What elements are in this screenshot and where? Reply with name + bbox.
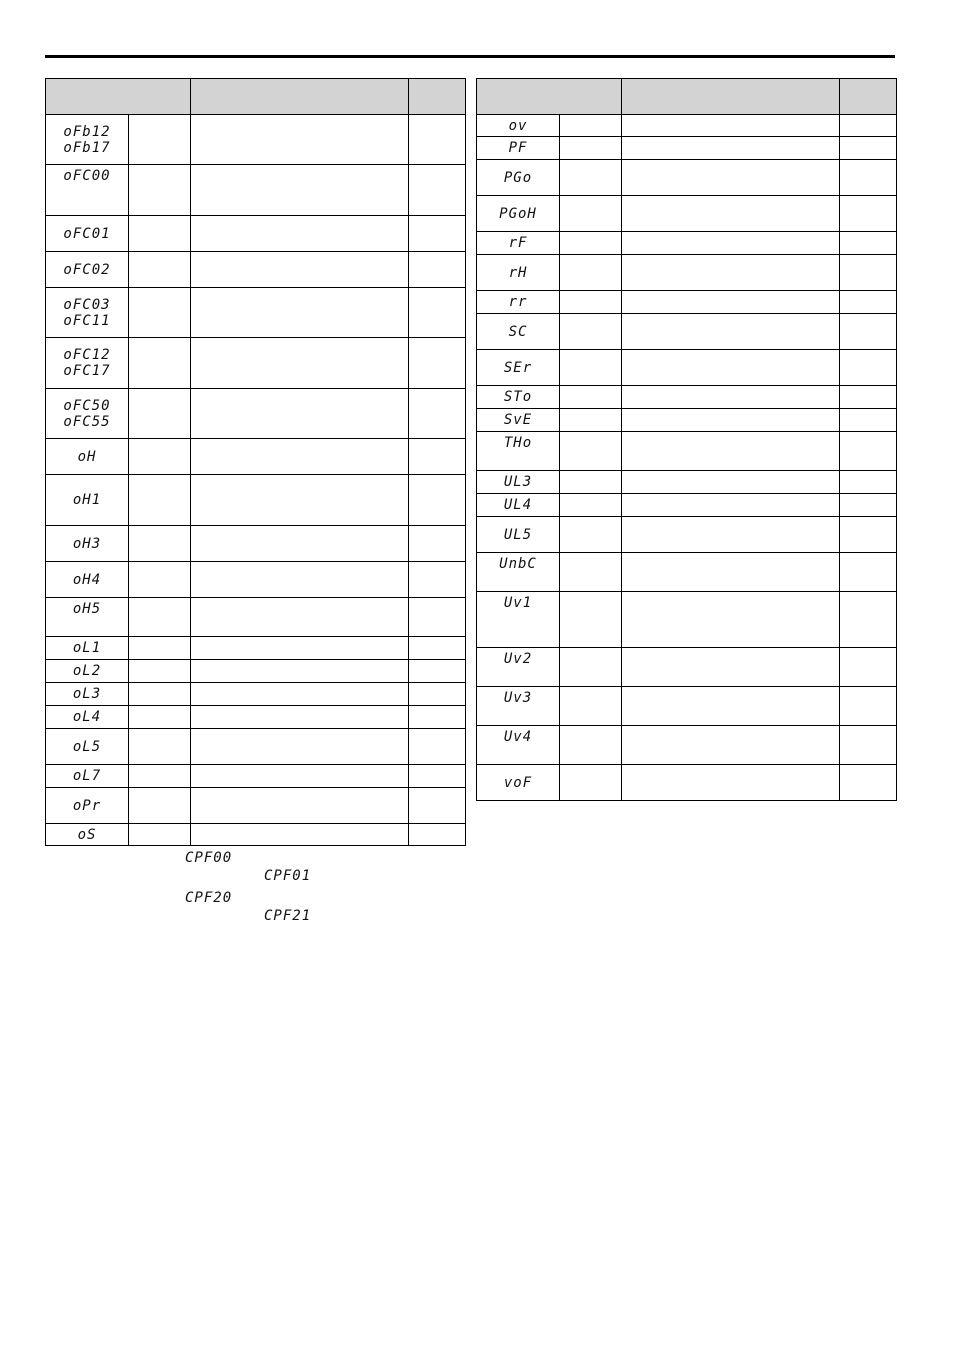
name-cell — [560, 255, 622, 291]
fault-code: Uv1 — [503, 595, 533, 611]
page-cell — [409, 439, 466, 475]
name-cell — [560, 592, 622, 648]
fault-code-cell — [46, 252, 129, 288]
page-cell — [840, 432, 897, 471]
page-cell — [840, 386, 897, 409]
fault-code: oFb12 — [63, 123, 111, 140]
fault-code-cell — [477, 432, 560, 471]
fault-code-cell — [477, 291, 560, 314]
fault-code: oFC01 — [63, 225, 111, 242]
description-cell — [191, 475, 409, 526]
name-cell — [129, 562, 191, 598]
fault-code: UL5 — [503, 526, 533, 543]
table-row — [477, 232, 897, 255]
page-cell — [409, 729, 466, 765]
table-row — [477, 553, 897, 592]
name-cell — [129, 660, 191, 683]
description-cell — [622, 765, 840, 801]
page-cell — [409, 288, 466, 338]
fault-code: oFC11 — [63, 312, 111, 329]
fault-code-cell — [477, 196, 560, 232]
fault-code: oFC00 — [63, 168, 111, 184]
fault-code: oL7 — [72, 768, 102, 784]
fault-code-cell — [477, 350, 560, 386]
table-row — [477, 687, 897, 726]
fault-table-right — [476, 78, 897, 801]
table-row — [477, 115, 897, 137]
fault-code-cell — [46, 165, 129, 216]
name-cell — [560, 291, 622, 314]
table-row — [477, 765, 897, 801]
fault-code-cell — [477, 115, 560, 137]
table-row — [46, 526, 466, 562]
table-row — [477, 386, 897, 409]
table-row — [46, 788, 466, 824]
fault-code-cell — [477, 687, 560, 726]
page-cell — [840, 409, 897, 432]
name-cell — [129, 216, 191, 252]
page-cell — [409, 165, 466, 216]
table-row — [46, 706, 466, 729]
fault-code-cell — [46, 824, 129, 846]
description-cell — [191, 526, 409, 562]
name-cell — [129, 683, 191, 706]
name-cell — [560, 471, 622, 494]
footnote-code: CPF01 — [264, 868, 312, 884]
page-cell — [840, 160, 897, 196]
fault-code-cell — [477, 648, 560, 687]
page-cell — [409, 115, 466, 165]
table-row — [477, 517, 897, 553]
page-cell — [840, 255, 897, 291]
fault-code-cell — [46, 475, 129, 526]
page-cell — [840, 314, 897, 350]
page-cell — [409, 683, 466, 706]
description-cell — [622, 517, 840, 553]
fault-code: oL5 — [72, 738, 102, 755]
page-cell — [840, 291, 897, 314]
header-cell-name — [191, 79, 409, 115]
footnote-code: CPF00 — [185, 850, 233, 866]
page-cell — [409, 389, 466, 439]
description-cell — [622, 648, 840, 687]
name-cell — [560, 726, 622, 765]
name-cell — [129, 252, 191, 288]
name-cell — [129, 526, 191, 562]
page-cell — [840, 350, 897, 386]
description-cell — [622, 409, 840, 432]
fault-code-cell — [46, 439, 129, 475]
fault-code: oH1 — [72, 492, 102, 508]
name-cell — [129, 338, 191, 389]
fault-code: oH5 — [72, 601, 102, 617]
page-cell — [840, 115, 897, 137]
fault-code: oFC50 — [63, 397, 111, 414]
table-row — [477, 409, 897, 432]
page-cell — [840, 196, 897, 232]
description-cell — [191, 824, 409, 846]
fault-code: STo — [503, 389, 533, 405]
description-cell — [191, 598, 409, 637]
fault-code-cell — [46, 729, 129, 765]
page-cell — [840, 765, 897, 801]
table-row — [46, 439, 466, 475]
name-cell — [129, 637, 191, 660]
table-row — [46, 252, 466, 288]
page-cell — [840, 494, 897, 517]
fault-code-cell — [477, 726, 560, 765]
fault-code: oPr — [72, 797, 102, 814]
fault-code: SC — [508, 323, 528, 340]
fault-code-cell — [46, 637, 129, 660]
table-row — [46, 216, 466, 252]
name-cell — [560, 553, 622, 592]
table-row — [477, 648, 897, 687]
fault-code: Uv2 — [503, 651, 533, 667]
name-cell — [129, 439, 191, 475]
page-cell — [409, 788, 466, 824]
table-row — [46, 165, 466, 216]
name-cell — [560, 648, 622, 687]
fault-code: oH — [77, 448, 97, 465]
footnote-code: CPF21 — [264, 908, 312, 924]
description-cell — [191, 165, 409, 216]
table-header-row — [46, 79, 466, 115]
table-row — [477, 196, 897, 232]
fault-code: oFC55 — [63, 413, 111, 430]
description-cell — [622, 726, 840, 765]
description-cell — [191, 439, 409, 475]
name-cell — [129, 288, 191, 338]
page-cell — [409, 475, 466, 526]
name-cell — [129, 824, 191, 846]
description-cell — [622, 115, 840, 137]
fault-code: oS — [77, 826, 97, 843]
page-cell — [409, 598, 466, 637]
table-row — [46, 729, 466, 765]
fault-code: rH — [508, 264, 528, 281]
description-cell — [191, 765, 409, 788]
description-cell — [622, 196, 840, 232]
fault-code: Uv3 — [503, 690, 533, 706]
fault-code: SEr — [503, 359, 533, 376]
fault-code-cell — [46, 598, 129, 637]
fault-table-left — [45, 78, 466, 846]
fault-code-cell — [477, 592, 560, 648]
name-cell — [129, 706, 191, 729]
table-row — [46, 637, 466, 660]
name-cell — [560, 494, 622, 517]
table-row — [477, 314, 897, 350]
page-cell — [409, 252, 466, 288]
description-cell — [622, 160, 840, 196]
name-cell — [560, 517, 622, 553]
page-cell — [409, 637, 466, 660]
fault-code-cell — [477, 137, 560, 160]
fault-code: PF — [508, 140, 528, 156]
fault-code: UL3 — [503, 474, 533, 490]
fault-code: oFC12 — [63, 347, 111, 363]
page-cell — [409, 338, 466, 389]
name-cell — [560, 314, 622, 350]
fault-code: oL2 — [72, 663, 102, 679]
description-cell — [191, 637, 409, 660]
name-cell — [129, 389, 191, 439]
fault-code-cell — [477, 553, 560, 592]
fault-code: THo — [503, 435, 533, 451]
name-cell — [129, 729, 191, 765]
name-cell — [129, 115, 191, 165]
name-cell — [560, 765, 622, 801]
name-cell — [129, 788, 191, 824]
fault-code-cell — [46, 765, 129, 788]
fault-code: Uv4 — [503, 729, 533, 745]
description-cell — [622, 291, 840, 314]
page-cell — [840, 232, 897, 255]
table-row — [477, 494, 897, 517]
name-cell — [560, 137, 622, 160]
description-cell — [191, 683, 409, 706]
page-cell — [840, 648, 897, 687]
description-cell — [622, 232, 840, 255]
table-row — [477, 432, 897, 471]
name-cell — [560, 432, 622, 471]
page-cell — [409, 562, 466, 598]
fault-code: oFC17 — [63, 363, 111, 379]
fault-code-cell — [46, 288, 129, 338]
fault-code: UL4 — [503, 497, 533, 513]
name-cell — [560, 232, 622, 255]
fault-code: oL3 — [72, 686, 102, 702]
description-cell — [622, 314, 840, 350]
fault-code-cell — [477, 232, 560, 255]
page-cell — [409, 526, 466, 562]
fault-code: ov — [508, 117, 528, 134]
page-cell — [409, 660, 466, 683]
fault-code-cell — [477, 314, 560, 350]
table-row — [46, 288, 466, 338]
fault-code-cell — [477, 386, 560, 409]
description-cell — [191, 729, 409, 765]
fault-code-cell — [46, 526, 129, 562]
description-cell — [622, 494, 840, 517]
fault-code: rr — [508, 294, 528, 310]
page-cell — [409, 824, 466, 846]
page-cell — [840, 137, 897, 160]
description-cell — [622, 137, 840, 160]
description-cell — [191, 389, 409, 439]
page-cell — [840, 592, 897, 648]
page-cell — [409, 216, 466, 252]
page-cell — [840, 726, 897, 765]
description-cell — [191, 216, 409, 252]
fault-code-cell — [477, 255, 560, 291]
name-cell — [560, 115, 622, 137]
description-cell — [191, 115, 409, 165]
table-row — [46, 475, 466, 526]
fault-code: UnbC — [499, 556, 537, 572]
table-row — [477, 291, 897, 314]
fault-code: rF — [508, 235, 528, 251]
fault-code-cell — [46, 788, 129, 824]
fault-code: voF — [503, 774, 533, 791]
description-cell — [622, 592, 840, 648]
header-cell-display — [46, 79, 191, 115]
header-cell-page — [409, 79, 466, 115]
table-header-row — [477, 79, 897, 115]
fault-code-cell — [46, 706, 129, 729]
table-row — [477, 255, 897, 291]
fault-code-cell — [46, 660, 129, 683]
description-cell — [622, 687, 840, 726]
table-row — [477, 137, 897, 160]
fault-code: oH4 — [72, 571, 102, 588]
name-cell — [560, 386, 622, 409]
description-cell — [191, 706, 409, 729]
table-row — [477, 350, 897, 386]
fault-code-cell — [477, 471, 560, 494]
fault-code: SvE — [503, 412, 533, 428]
description-cell — [622, 255, 840, 291]
table-row — [46, 389, 466, 439]
table-row — [477, 592, 897, 648]
description-cell — [622, 350, 840, 386]
table-row — [46, 765, 466, 788]
table-row — [46, 683, 466, 706]
description-cell — [191, 562, 409, 598]
page-cell — [840, 471, 897, 494]
description-cell — [191, 288, 409, 338]
fault-code-cell — [46, 389, 129, 439]
table-row — [46, 562, 466, 598]
fault-code-cell — [477, 765, 560, 801]
fault-code-cell — [477, 160, 560, 196]
description-cell — [191, 660, 409, 683]
fault-code: PGoH — [499, 205, 537, 222]
name-cell — [560, 409, 622, 432]
top-rule — [45, 55, 895, 58]
fault-code: oFC02 — [63, 261, 111, 278]
header-cell-display — [477, 79, 622, 115]
name-cell — [560, 350, 622, 386]
name-cell — [129, 475, 191, 526]
description-cell — [191, 338, 409, 389]
fault-code-cell — [46, 216, 129, 252]
description-cell — [191, 252, 409, 288]
page-cell — [409, 765, 466, 788]
table-row — [46, 115, 466, 165]
table-row — [477, 160, 897, 196]
name-cell — [129, 765, 191, 788]
fault-code-cell — [46, 338, 129, 389]
fault-code-cell — [46, 683, 129, 706]
name-cell — [560, 687, 622, 726]
table-row — [477, 726, 897, 765]
fault-code-cell — [477, 494, 560, 517]
fault-code: oL1 — [72, 640, 102, 656]
fault-code: oH3 — [72, 535, 102, 552]
name-cell — [129, 165, 191, 216]
page-cell — [840, 517, 897, 553]
fault-code: oFC03 — [63, 296, 111, 313]
fault-code-cell — [46, 115, 129, 165]
description-cell — [191, 788, 409, 824]
fault-code-cell — [477, 517, 560, 553]
fault-code: oL4 — [72, 709, 102, 725]
description-cell — [622, 553, 840, 592]
page-cell — [840, 553, 897, 592]
fault-code-cell — [477, 409, 560, 432]
description-cell — [622, 432, 840, 471]
header-cell-page — [840, 79, 897, 115]
fault-code: oFb17 — [63, 139, 111, 156]
table-row — [46, 824, 466, 846]
footnote-code: CPF20 — [185, 890, 233, 906]
table-row — [46, 338, 466, 389]
table-row — [46, 660, 466, 683]
name-cell — [129, 598, 191, 637]
name-cell — [560, 196, 622, 232]
page-cell — [840, 687, 897, 726]
header-cell-name — [622, 79, 840, 115]
name-cell — [560, 160, 622, 196]
fault-code-cell — [46, 562, 129, 598]
description-cell — [622, 471, 840, 494]
fault-code: PGo — [503, 169, 533, 186]
table-row — [46, 598, 466, 637]
table-row — [477, 471, 897, 494]
page-cell — [409, 706, 466, 729]
description-cell — [622, 386, 840, 409]
